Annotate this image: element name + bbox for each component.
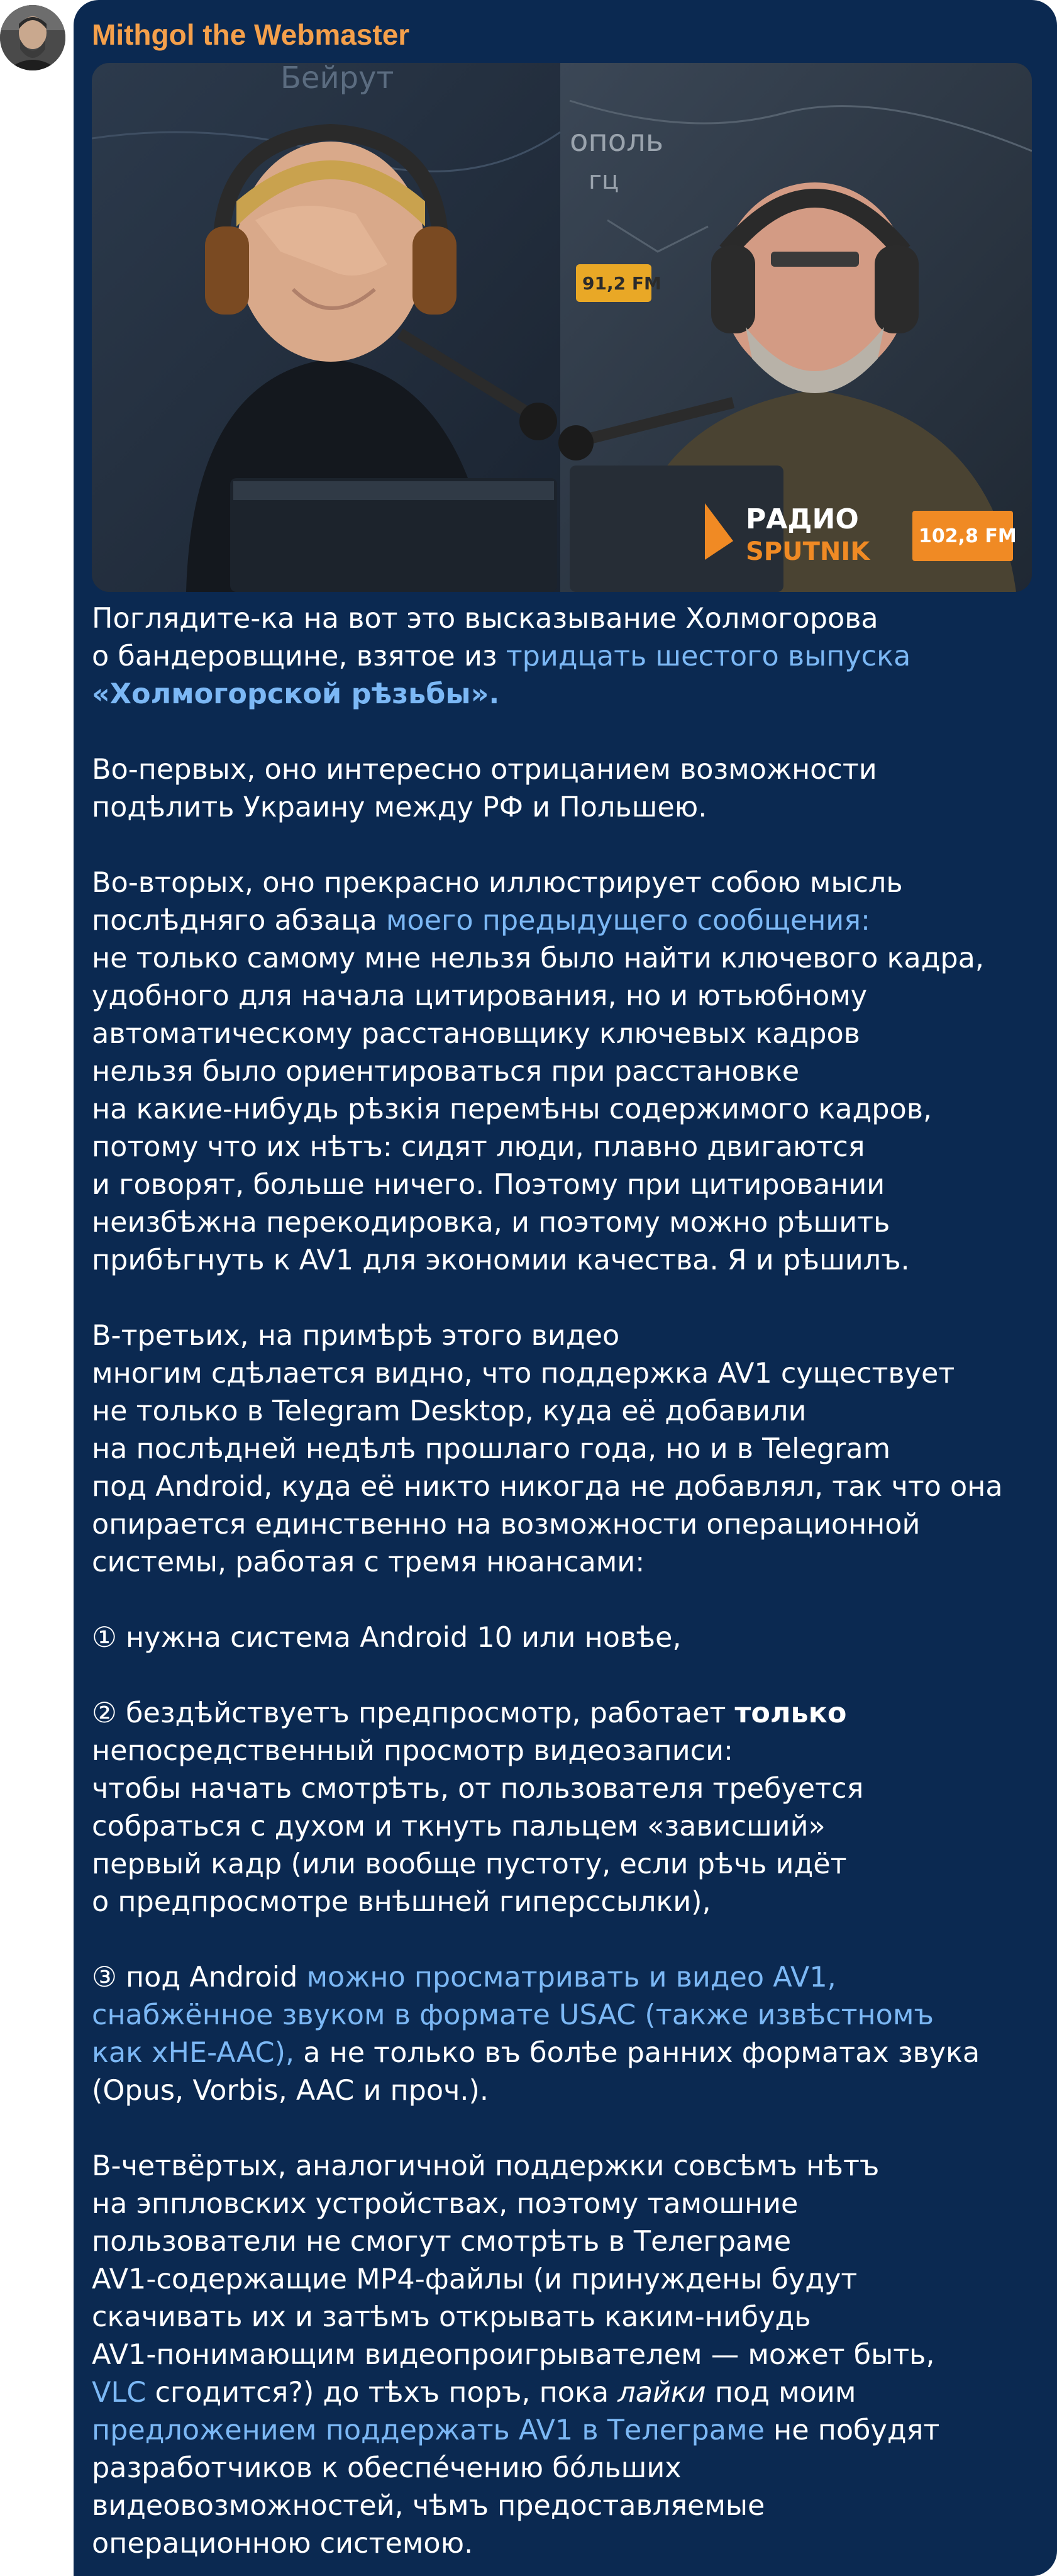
text-line: пользователи не смогут смотрѣть в Телеграме: [92, 2226, 792, 2258]
text-line: Во-первых, оно интересно отрицанием возможности: [92, 754, 877, 786]
text-span: послѣдняго абзаца: [92, 905, 386, 937]
text-line: ① нужна система Android 10 или новѣе,: [92, 1622, 682, 1654]
sender-avatar[interactable]: [0, 5, 65, 70]
text-line: [92, 1959, 1044, 1997]
text-line: потому что их нѣтъ: сидят люди, плавно двигаются: [92, 1131, 865, 1163]
link-av1-usac[interactable]: как xHE-AAC),: [92, 2037, 295, 2069]
paragraph-gap: [92, 2110, 1044, 2148]
text-line: не только в Telegram Desktop, куда её добавили: [92, 1395, 807, 1427]
text-line: на послѣдней недѣлѣ прошлаго года, но и в Telegram: [92, 1433, 891, 1465]
link-av1-proposal[interactable]: предложением поддержать AV1 в Телеграме: [92, 2414, 765, 2446]
text-span: сгодится?) до тѣхъ поръ, пока: [146, 2377, 618, 2409]
text-span: ② бездѣйствуетъ предпросмотр, работает: [92, 1697, 735, 1729]
text-line: о предпросмотре внѣшней гиперссылки),: [92, 1886, 711, 1918]
text-line: не только самому мне нельзя было найти ключевого кадра,: [92, 942, 985, 974]
message-bubble: [74, 0, 1057, 2576]
text-line: неизбѣжна перекодировка, и поэтому можно рѣшить: [92, 1207, 890, 1239]
wall-text-right-2: гц: [589, 166, 619, 195]
text-line: подѣлить Украину между РФ и Польшею.: [92, 791, 707, 823]
wall-text-right: ополь: [570, 123, 664, 159]
text-span: а не только въ болѣе ранних форматах звука: [294, 2037, 980, 2069]
bold-text: только: [734, 1697, 847, 1729]
text-line: Во-вторых, оно прекрасно иллюстрирует собою мысль: [92, 867, 903, 899]
text-line: AV1-содержащие MP4-файлы (и принуждены будут: [92, 2263, 858, 2295]
paragraph-gap: [92, 827, 1044, 864]
text-line: Поглядите-ка на вот это высказывание Холмогорова: [92, 603, 878, 635]
link-vlc[interactable]: VLC: [92, 2377, 147, 2409]
avatar-portrait-icon: [0, 5, 65, 70]
text-line: под Android, куда её никто никогда не добавлял, так что она: [92, 1471, 1003, 1503]
text-line: [92, 638, 1044, 676]
text-span: о бандеровщине, взятое из: [92, 640, 506, 672]
text-span: ③ под Android: [92, 1961, 307, 1993]
paragraph-gap: [92, 1280, 1044, 1317]
text-line: на эппловских устройствах, поэтому тамошние: [92, 2188, 799, 2220]
link-kholmogorov-series[interactable]: «Холмогорской рѣзьбы».: [92, 678, 500, 710]
text-line: [92, 1695, 1044, 1732]
link-av1-usac[interactable]: можно просматривать и видео AV1,: [306, 1961, 836, 1993]
text-line: нельзя было ориентироваться при расстановке: [92, 1056, 800, 1088]
text-line: AV1-понимающим видеопроигрывателем — может быть,: [92, 2339, 935, 2371]
text-line: удобного для начала цитирования, но и ютьюбному: [92, 980, 868, 1012]
text-line: многим сдѣлается видно, что поддержка AV1 существует: [92, 1358, 955, 1390]
text-line: В-четвёртых, аналогичной поддержки совсѣмъ нѣтъ: [92, 2150, 880, 2182]
text-line: непосредственный просмотр видеозаписи:: [92, 1735, 734, 1767]
brand-bottom: SPUTNIK: [746, 537, 870, 566]
wall-text-left: Бейрут: [280, 63, 394, 96]
text-line: [92, 2412, 1044, 2450]
text-line: [92, 2374, 1044, 2412]
paragraph-gap: [92, 1581, 1044, 1619]
text-line: разработчиков к обеспе́чению бо́льших: [92, 2452, 682, 2484]
paragraph-gap: [92, 1657, 1044, 1695]
text-span: не побудят: [764, 2414, 940, 2446]
text-line: [92, 902, 1044, 940]
link-episode-36[interactable]: тридцать шестого выпуска: [506, 640, 911, 672]
text-line: операционною системою.: [92, 2528, 473, 2560]
text-span: под моим: [706, 2377, 856, 2409]
text-line: чтобы начать смотрѣть, от пользователя требуется: [92, 1773, 864, 1805]
sender-name[interactable]: Mithgol the Webmaster: [92, 18, 410, 51]
text-line: скачивать их и затѣмъ открывать каким-нибудь: [92, 2301, 811, 2333]
text-line: (Opus, Vorbis, AAC и проч.).: [92, 2075, 489, 2107]
video-preview[interactable]: [92, 63, 1032, 592]
paragraph-gap: [92, 713, 1044, 751]
freq-sign: 91,2 FM: [582, 273, 661, 294]
text-line: опирается единственно на возможности операционной: [92, 1508, 921, 1541]
italic-text: лайки: [617, 2377, 706, 2409]
text-line: на какие-нибудь рѣзкія перемѣны содержимого кадров,: [92, 1093, 932, 1125]
text-line: [92, 1997, 1044, 2034]
freq-badge: 102,8 FM: [919, 525, 1017, 547]
text-line: В-третьих, на примѣрѣ этого видео: [92, 1320, 620, 1352]
link-av1-usac[interactable]: снабжённое звуком в формате USAC (также извѣстномъ: [92, 1999, 934, 2031]
text-line: автоматическому расстановщику ключевых кадров: [92, 1018, 860, 1050]
text-line: собраться с духом и ткнуть пальцем «зависший»: [92, 1810, 826, 1843]
video-frame-image: [92, 63, 1032, 592]
brand-top: РАДИО: [746, 503, 859, 535]
text-line: прибѣгнуть к AV1 для экономии качества. Я и рѣшилъ.: [92, 1244, 910, 1276]
text-line: системы, работая с тремя нюансами:: [92, 1546, 645, 1578]
link-previous-message[interactable]: моего предыдущего сообщения:: [385, 905, 870, 937]
text-line: первый кадр (или вообще пустоту, если рѣчь идёт: [92, 1848, 847, 1880]
text-line: и говорят, больше ничего. Поэтому при цитировании: [92, 1169, 885, 1201]
message-text: [92, 600, 1044, 2563]
text-line: видеовозможностей, чѣмъ предоставляемые: [92, 2490, 765, 2522]
paragraph-gap: [92, 1921, 1044, 1959]
text-line: [92, 676, 1044, 713]
text-line: [92, 2034, 1044, 2072]
